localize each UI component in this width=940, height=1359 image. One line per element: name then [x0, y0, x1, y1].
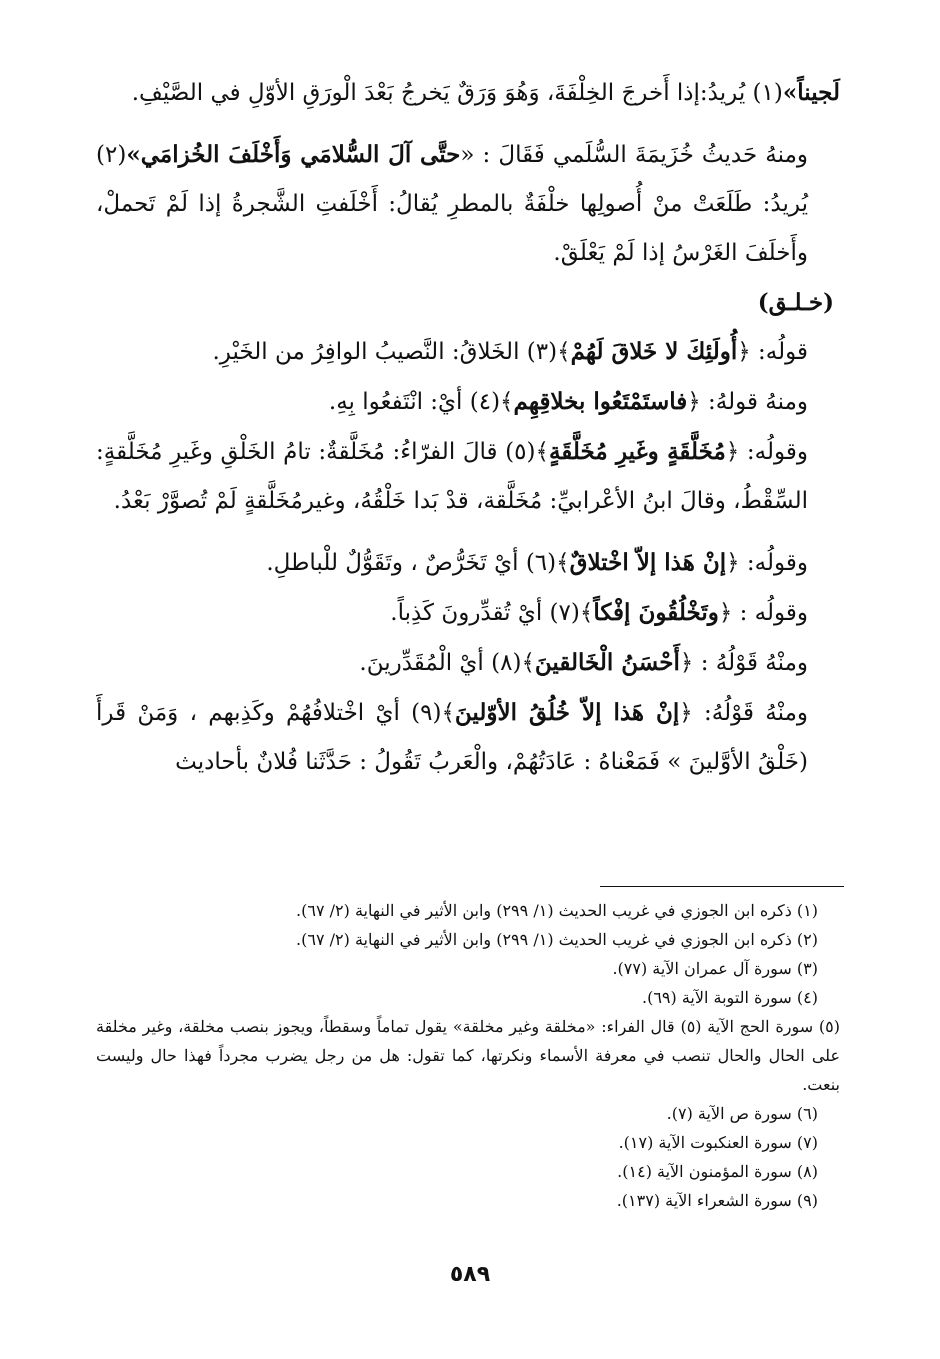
quran-quote: إنْ هَذا إلاّ اخْتلاقٌ	[569, 549, 727, 576]
quran-quote: مُخَلَّقَةٍ وغَيرِ مُخَلَّقَةٍ	[548, 438, 726, 465]
paragraph-text: ﴾(٨) أيْ الْمُقَدِّرينَ.	[359, 650, 535, 676]
footnote-6: (٦) سورة ص الآية (٧).	[666, 1104, 818, 1123]
footnote-3: (٣) سورة آل عمران الآية (٧٧).	[612, 959, 818, 978]
quran-quote: فاستَمْتَعُوا بخلاقِهِم	[513, 388, 688, 415]
quran-quote: أَحْسَنُ الْخَالقينَ	[534, 649, 680, 676]
paragraph-lead: ومنْهُ قَوْلُهُ: ﴿	[679, 700, 808, 726]
quoted-term: لَجيناً»	[782, 79, 840, 106]
paragraph-6	[96, 538, 840, 588]
footnote-2: (٢) ذكره ابن الجوزي في غريب الحديث (١/ ٢٩٩) وابن الأثير في النهاية (٢/ ٦٧).	[296, 930, 818, 949]
paragraph-5	[96, 427, 840, 526]
paragraph-4	[96, 377, 840, 427]
paragraph-lead: قولُه: ﴿	[737, 339, 808, 365]
paragraph-lead: وقولُه : ﴿	[718, 600, 808, 626]
main-text	[96, 68, 840, 787]
quran-quote: إنْ هَذا إلاّ خُلُقُ الأوّلينَ	[454, 699, 680, 726]
footnote-9: (٩) سورة الشعراء الآية (١٣٧).	[616, 1191, 818, 1210]
paragraph-lead: وقولُه: ﴿	[725, 439, 808, 465]
footnotes	[96, 896, 840, 1215]
quran-quote: وتَخْلُقُونَ إفْكاً	[593, 599, 719, 626]
footnote-8: (٨) سورة المؤمنون الآية (١٤).	[617, 1162, 818, 1181]
paragraph-text: (١) يُريدُ:إذا أَخرجَ الخِلْفَةَ، وَهُوَ وَرَقٌ يَخرجُ بَعْدَ الْورَقِ الأوّلِ في الصَّيْفِ.	[131, 80, 783, 106]
paragraph-text: ﴾(٤) أيْ: انْتَفعُوا بِهِ.	[328, 389, 514, 415]
paragraph-2	[96, 130, 840, 278]
paragraph-1	[96, 68, 840, 118]
paragraph-3	[96, 327, 840, 377]
quran-quote: أُولَئِكَ لا خَلاقَ لَهُمْ	[570, 338, 738, 365]
footnote-7: (٧) سورة العنكبوت الآية (١٧).	[618, 1133, 818, 1152]
paragraph-lead: ومنهُ قولهُ: ﴿	[687, 389, 808, 415]
footnote-4: (٤) سورة التوبة الآية (٦٩).	[641, 988, 818, 1007]
paragraph-text: ﴾(٦) أيْ تَخَرُّصٌ ، وتَقَوُّلٌ للْباطلِ.	[266, 550, 570, 576]
footnote-separator	[600, 886, 844, 887]
paragraph-9	[96, 688, 840, 787]
footnote-5: (٥) سورة الحج الآية (٥) قال الفراء: «مخلقة وغير مخلقة» يقول تماماً وسقطاً، ويجوز بنصب مخلقة، وغير مخلقة على الحال والحال تنصب في معرفة الأسماء ونكرتها، كما تقول: هل من رجل يضرب مجرداً فهذا حال وليست بنعت.	[96, 1017, 840, 1094]
paragraph-text: ﴾(٣) الخَلاقُ: النَّصيبُ الوافِرُ من الخَيْرِ.	[212, 339, 571, 365]
paragraph-text: ﴾(٩) أيْ اخْتلافُهُمْ وكَذِبهم ، وَمَنْ قَرأَ (خَلْقُ الأوَّلينَ » فَمَعْناهُ : عَادَتُهُمْ، والْعَربُ تَقُولُ : حَدَّثَنا فُلانٌ بأحاديث	[96, 700, 808, 775]
paragraph-lead: ومنهُ حَديثُ خُزَيمَةَ السُّلَمي فَقَالَ : «	[460, 142, 808, 168]
paragraph-8	[96, 638, 840, 688]
paragraph-text: ﴾(٧) أيْ تُقدِّرونَ كَذِباً.	[390, 600, 594, 626]
paragraph-7	[96, 588, 840, 638]
paragraph-text: (٢) يُريدُ: طَلَعَتْ منْ أُصولِها خلْفَةٌ بالمطرِ يُقالُ: أَخْلَفتِ الشَّجرةُ إذا لَمْ تَحملْ، وأَخلَفَ الغَرْسُ إذا لَمْ يَعْلَقْ.	[96, 142, 808, 266]
paragraph-text: ﴾(٥) قالَ الفرّاءُ: مُخَلَّقةٌ: تامُ الخَلْقِ وغَيرِ مُخَلَّقةٍ: السِّقْطُ، وقالَ ابنُ الأعْرابيِّ: مُخَلَّقة، قدْ بَدا خَلْقُهُ، وغيرمُخَلَّقةٍ لَمْ تُصوَّرْ بَعْدُ.	[96, 439, 808, 514]
quoted-term: حتَّى آلَ السُّلامَي وَأَخْلَفَ الخُزامَي»	[126, 141, 461, 168]
entry-heading: (خـلـق)	[757, 289, 834, 316]
paragraph-lead: ومنْهُ قَوْلُهُ : ﴿	[679, 650, 808, 676]
paragraph-lead: وقولُه: ﴿	[726, 550, 808, 576]
footnote-1: (١) ذكره ابن الجوزي في غريب الحديث (١/ ٢٩٩) وابن الأثير في النهاية (٢/ ٦٧).	[296, 901, 818, 920]
page-number: ٥٨٩	[449, 1262, 491, 1287]
